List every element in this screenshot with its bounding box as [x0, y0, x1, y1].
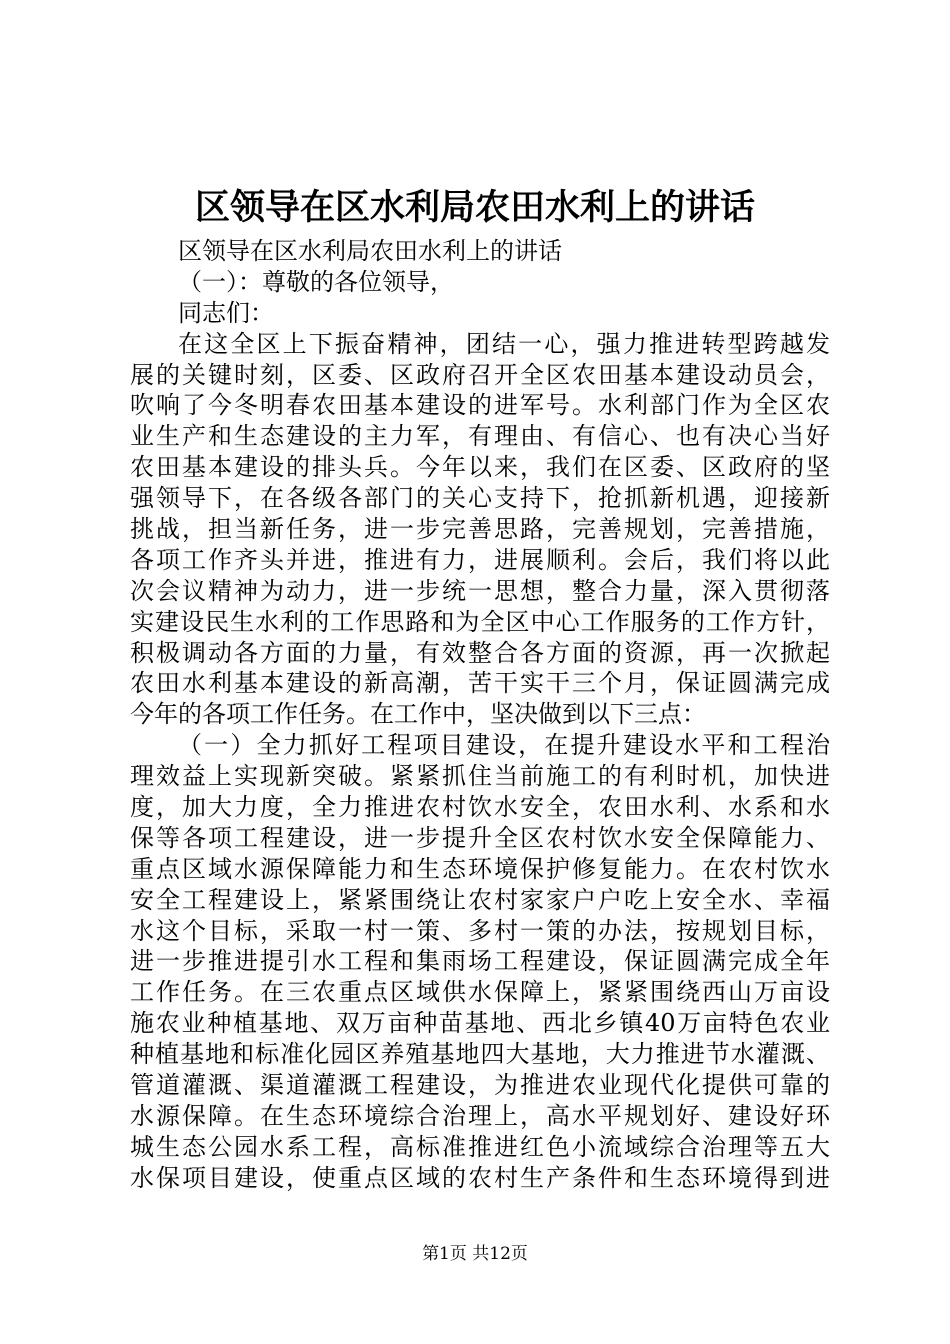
text-line: 业生产和生态建设的主力军，有理由、有信心、也有决心当好: [130, 422, 830, 451]
text-line: 展的关键时刻，区委、区政府召开全区农田基本建设动员会，: [130, 360, 830, 389]
text-line: 在这全区上下振奋精神，团结一心，强力推进转型跨越发: [178, 329, 830, 358]
text-line: 强领导下，在各级各部门的关心支持下，抢抓新机遇，迎接新: [130, 484, 830, 513]
text-line: 水源保障。在生态环境综合治理上，高水平规划好、建设好环: [130, 1101, 830, 1130]
text-line: 今年的各项工作任务。在工作中，坚决做到以下三点：: [130, 700, 706, 729]
text-line: 实建设民生水利的工作思路和为全区中心工作服务的工作方针，: [130, 607, 830, 636]
text-line: 度，加大力度，全力推进农村饮水安全，农田水利、水系和水: [130, 793, 830, 822]
text-line: 吹响了今冬明春农田基本建设的进军号。水利部门作为全区农: [130, 391, 830, 420]
text-line: 区领导在区水利局农田水利上的讲话: [178, 237, 562, 265]
text-line: 农田基本建设的排头兵。今年以来，我们在区委、区政府的坚: [130, 453, 830, 482]
text-line: 保等各项工程建设，进一步提升全区农村饮水安全保障能力、: [130, 823, 830, 852]
text-line: 同志们：: [178, 298, 274, 327]
text-line: 重点区域水源保障能力和生态环境保护修复能力。在农村饮水: [130, 854, 830, 883]
text-line: 水这个目标，采取一村一策、多村一策的办法，按规划目标，: [130, 916, 830, 945]
page-footer: 第1页 共12页: [422, 1244, 528, 1264]
document-body: [130, 236, 830, 1194]
text-line: （一）：尊敬的各位领导，: [178, 267, 454, 296]
text-line: 工作任务。在三农重点区域供水保障上，紧紧围绕西山万亩设: [130, 978, 830, 1007]
text-line: 积极调动各方面的力量，有效整合各方面的资源，再一次掀起: [130, 638, 830, 667]
text-line: 挑战，担当新任务，进一步完善思路，完善规划，完善措施，: [130, 515, 830, 544]
text-line: 进一步推进提引水工程和集雨场工程建设，保证圆满完成全年: [130, 947, 830, 976]
text-line: 水保项目建设，使重点区域的农村生产条件和生态环境得到进: [130, 1163, 830, 1192]
text-line: 各项工作齐头并进，推进有力，进展顺利。会后，我们将以此: [130, 545, 830, 574]
text-line: （一）全力抓好工程项目建设，在提升建设水平和工程治: [178, 731, 830, 760]
text-line: 次会议精神为动力，进一步统一思想，整合力量，深入贯彻落: [130, 576, 830, 605]
text-line: 安全工程建设上，紧紧围绕让农村家家户户吃上安全水、幸福: [130, 885, 830, 914]
text-line: 理效益上实现新突破。紧紧抓住当前施工的有利时机，加快进: [130, 762, 830, 791]
text-line: 种植基地和标准化园区养殖基地四大基地，大力推进节水灌溉、: [130, 1040, 830, 1069]
text-line: 施农业种植基地、双万亩种苗基地、西北乡镇40万亩特色农业: [130, 1009, 830, 1038]
document-title: 区领导在区水利局农田水利上的讲话: [194, 187, 755, 228]
text-line: 管道灌溉、渠道灌溉工程建设，为推进农业现代化提供可靠的: [130, 1071, 830, 1100]
text-line: 农田水利基本建设的新高潮，苦干实干三个月，保证圆满完成: [130, 669, 830, 698]
text-line: 城生态公园水系工程，高标准推进红色小流域综合治理等五大: [130, 1132, 830, 1161]
